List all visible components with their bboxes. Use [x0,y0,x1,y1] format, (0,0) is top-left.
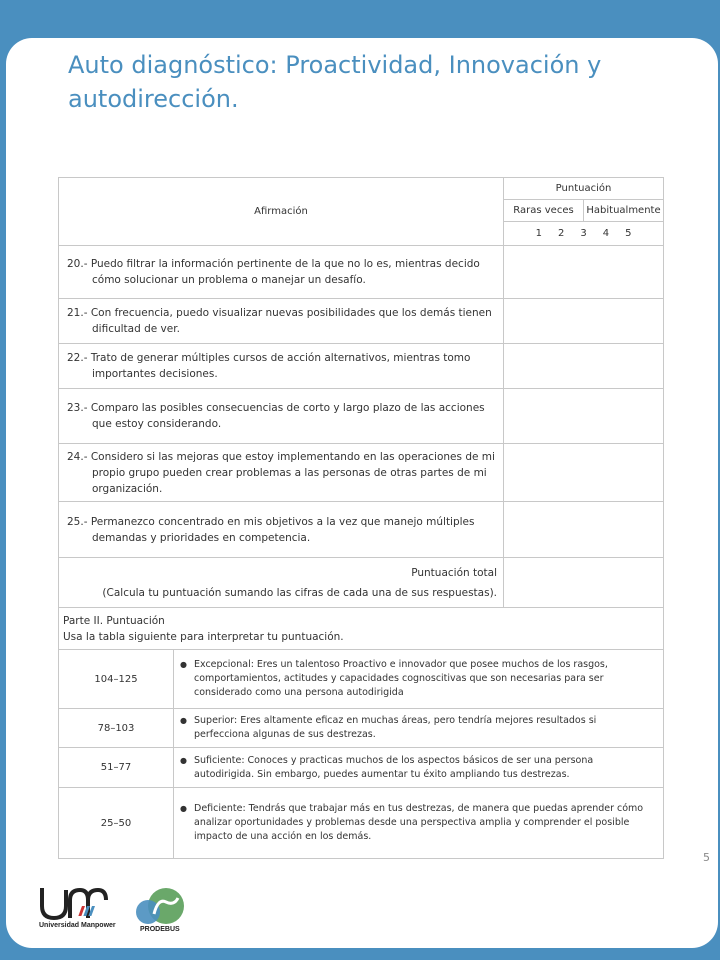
page-title: Auto diagnóstico: Proactividad, Innovación y autodirección. [68,51,602,113]
logo-name-prodebus: PRODEBUS [140,926,180,933]
header-puntuacion: Puntuación [504,178,664,200]
bullet-icon: ● [180,755,187,765]
prodebus-logo-icon [130,884,188,928]
total-label: Puntuación total [411,566,497,579]
score-cell[interactable] [504,502,664,558]
score-cell[interactable] [504,299,664,344]
statement-row [59,502,504,558]
range-description [174,748,664,788]
statement-text: 23.- Comparo las posibles consecuencias de corto y largo plazo de las acciones que estoy considerando. [67,402,485,430]
logo-name-manpower: Universidad Manpower [39,922,116,929]
part2-heading: Parte II. Puntuación [63,614,165,627]
statement-row [59,299,504,344]
statement-text: 25.- Permanezco concentrado en mis objetivos a la vez que manejo múltiples demandas y prioridades en competencia. [67,515,475,544]
range-description [174,650,664,709]
statement-row [59,389,504,444]
page-number: 5 [703,851,710,864]
part2-instruction: Usa la tabla siguiente para interpretar tu puntuación. [63,630,344,643]
statement-text: 20.- Puedo filtrar la información pertinente de la que no lo es, mientras decido cómo solucionar un problema o manejar un desafío. [67,258,480,286]
score-range: 51–77 [59,748,174,788]
scale-high-label: Habitualmente [584,200,664,222]
scale-number: 3 [580,228,587,239]
score-range: 78–103 [59,709,174,748]
scale-number: 5 [625,228,632,239]
range-text: Deficiente: Tendrás que trabajar más en tus destrezas, de manera que puedas aprender cómo analizar oportunidades y problemas desde una perspectiva amplia y comprender el posible impacto de una acción en los demás. [194,803,644,842]
score-cell[interactable] [504,344,664,389]
score-range: 25–50 [59,788,174,859]
scale-number: 4 [602,228,610,239]
total-score-cell[interactable] [504,558,664,608]
scale-number: 2 [557,228,565,239]
total-row [59,558,504,608]
range-text: Superior: Eres altamente eficaz en muchas áreas, pero tendría mejores resultados si perfecciona algunas de sus destrezas. [194,715,597,740]
self-assessment-table [58,177,664,859]
range-text: Excepcional: Eres un talentoso Proactivo e innovador que posee muchos de los rasgos, comportamientos, actitudes y capacidades cognoscitivas que son necesarias para ser considerado como una persona autodirigida [194,659,608,698]
universidad-manpower-logo-icon [38,884,110,922]
total-hint: (Calcula tu puntuación sumando las cifras de cada una de sus respuestas). [102,586,497,599]
scale-number: 1 [535,228,542,239]
range-description [174,709,664,748]
bullet-icon: ● [180,716,187,725]
score-cell[interactable] [504,246,664,299]
scale-low-label: Raras veces [504,200,584,222]
statement-row [59,246,504,299]
score-cell[interactable] [504,444,664,502]
score-range: 104–125 [59,650,174,709]
statement-text: 21.- Con frecuencia, puedo visualizar nuevas posibilidades que los demás tienen dificultad de ver. [67,307,492,335]
part2-header [59,608,664,650]
range-text: Suficiente: Conoces y practicas muchos de los aspectos básicos de ser una persona autodirigida. Sin embargo, puedes aumentar tu éxito ampliando tus destrezas. [194,754,594,780]
statement-text: 24.- Considero si las mejoras que estoy implementando en las operaciones de mi propio grupo pueden crear problemas a las personas de otras partes de mi organización. [67,450,495,495]
statement-text: 22.- Trato de generar múltiples cursos de acción alternativos, mientras tomo importantes decisiones. [67,352,471,380]
bullet-icon: ● [180,660,187,669]
score-cell[interactable] [504,389,664,444]
header-afirmacion: Afirmación [59,178,504,246]
statement-row [59,344,504,389]
bullet-icon: ● [180,804,187,813]
range-description [174,788,664,859]
statement-row [59,444,504,502]
scale-numbers [504,222,664,246]
